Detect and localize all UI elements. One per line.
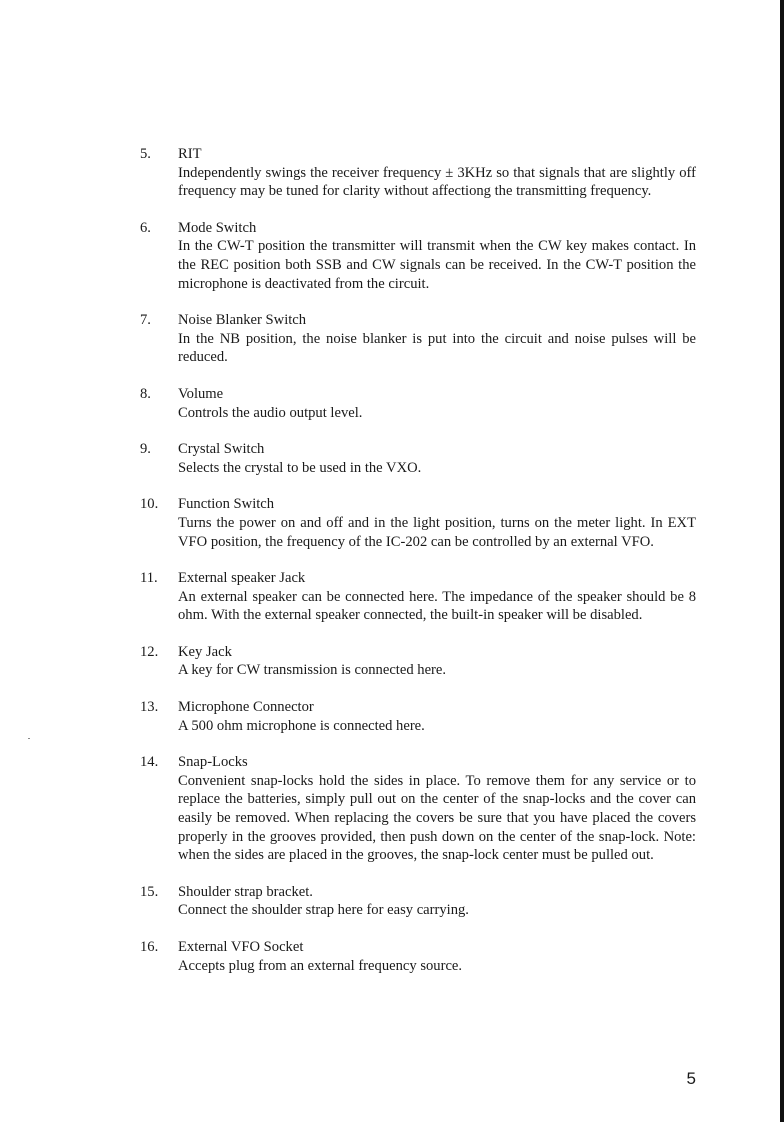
item-description: A key for CW transmission is connected here. bbox=[178, 662, 447, 679]
item-title: Key Jack bbox=[178, 643, 232, 660]
item-description: In the NB position, the noise blanker is put into the circuit and noise pulses will be reduced. bbox=[178, 330, 696, 366]
item-title: Volume bbox=[178, 385, 224, 402]
item-description: Connect the shoulder strap here for easy carrying. bbox=[178, 902, 469, 919]
item-number: 12. bbox=[140, 643, 159, 660]
list-item bbox=[140, 311, 696, 367]
item-description: Selects the crystal to be used in the VXO. bbox=[178, 459, 422, 476]
item-description: Independently swings the receiver frequency ± 3KHz so that signals that are slightly off frequency may be tuned for clarity without affectiong the transmitting frequency. bbox=[178, 164, 696, 200]
item-number: 9. bbox=[140, 441, 151, 458]
item-title: Function Switch bbox=[178, 496, 275, 513]
item-number: 14. bbox=[140, 754, 159, 771]
manual-item-list bbox=[140, 145, 696, 993]
item-number: 7. bbox=[140, 312, 151, 329]
list-item bbox=[140, 495, 696, 551]
item-description: Controls the audio output level. bbox=[178, 404, 363, 421]
list-item bbox=[140, 145, 696, 201]
page-edge-bar bbox=[780, 0, 784, 1122]
item-title: Shoulder strap bracket. bbox=[178, 883, 313, 900]
item-title: Mode Switch bbox=[178, 219, 257, 236]
item-number: 11. bbox=[140, 570, 158, 587]
scan-speck bbox=[28, 738, 30, 739]
item-title: RIT bbox=[178, 146, 202, 162]
item-number: 8. bbox=[140, 385, 151, 402]
list-item bbox=[140, 698, 696, 735]
list-item bbox=[140, 385, 696, 422]
item-title: Microphone Connector bbox=[178, 699, 314, 716]
item-description: A 500 ohm microphone is connected here. bbox=[178, 717, 425, 734]
item-title: External speaker Jack bbox=[178, 570, 306, 587]
item-number: 6. bbox=[140, 219, 151, 236]
list-item bbox=[140, 569, 696, 625]
item-description: Convenient snap-locks hold the sides in place. To remove them for any service or to replace the batteries, simply pull out on the center of the snap-locks and the cover can easily be removed. When replacing the covers be sure that you have placed the covers properly in the grooves provided, then push down on the center of the snap-lock. Note: when the sides are placed in the grooves, the snap-lock center must be pulled out. bbox=[178, 772, 696, 864]
item-number: 10. bbox=[140, 496, 159, 513]
list-item bbox=[140, 219, 696, 293]
list-item bbox=[140, 643, 696, 680]
list-item bbox=[140, 440, 696, 477]
item-number: 13. bbox=[140, 699, 159, 716]
page-number: 5 bbox=[686, 1069, 696, 1088]
item-number: 16. bbox=[140, 939, 159, 955]
list-item bbox=[140, 883, 696, 920]
item-description: Accepts plug from an external frequency source. bbox=[178, 957, 463, 974]
item-number: 15. bbox=[140, 883, 159, 900]
list-item bbox=[140, 753, 696, 865]
list-item bbox=[140, 938, 696, 975]
item-title: Snap-Locks bbox=[178, 754, 248, 771]
item-title: Noise Blanker Switch bbox=[178, 312, 307, 329]
item-number: 5. bbox=[140, 146, 151, 162]
item-description: Turns the power on and off and in the light position, turns on the meter light. In EXT VFO position, the frequency of the IC-202 can be controlled by an external VFO. bbox=[178, 514, 696, 550]
item-description: In the CW-T position the transmitter will transmit when the CW key makes contact. In the REC position both SSB and CW signals can be received. In the CW-T position the microphone is deactivated from the circuit. bbox=[178, 238, 696, 292]
item-description: An external speaker can be connected here. The impedance of the speaker should be 8 ohm. With the external speaker connected, the built-in speaker will be disabled. bbox=[178, 588, 696, 624]
item-title: External VFO Socket bbox=[178, 939, 304, 955]
item-title: Crystal Switch bbox=[178, 441, 265, 458]
